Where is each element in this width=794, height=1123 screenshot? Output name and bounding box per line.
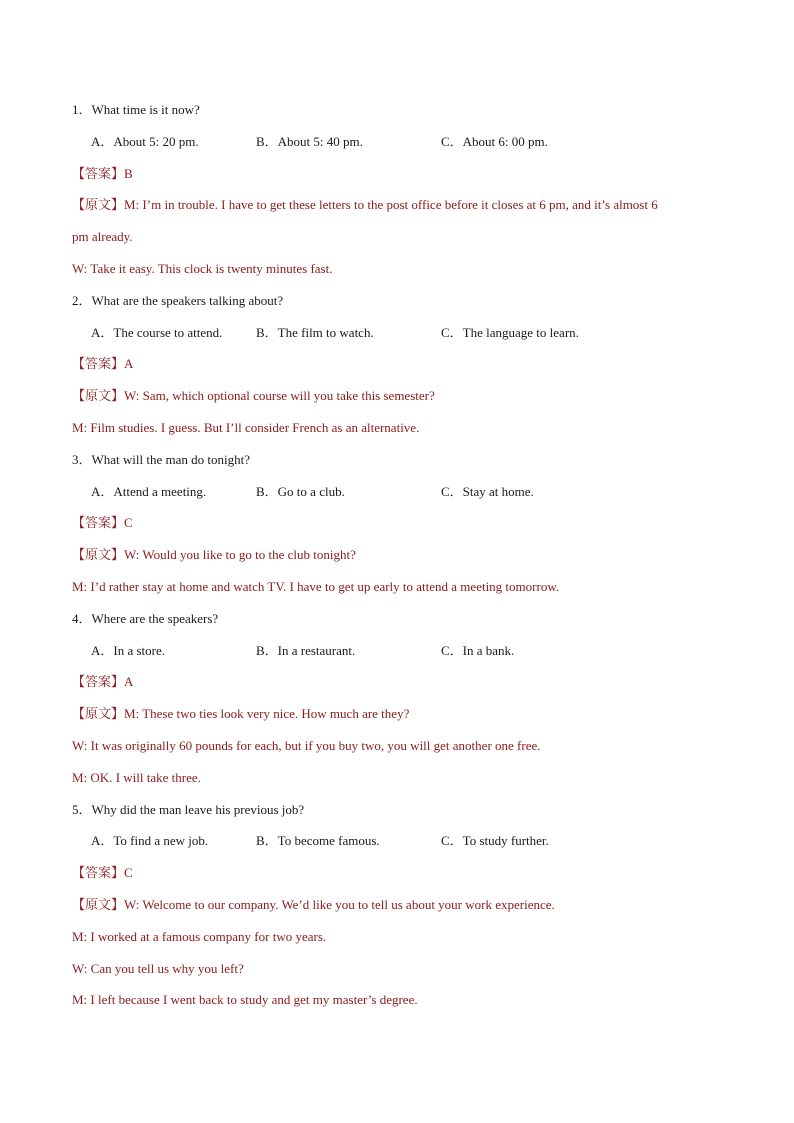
option-4-b: B．In a restaurant. [256, 642, 356, 658]
option-1-c: C．About 6: 00 pm. [441, 133, 548, 149]
transcript-text: M: These two ties look very nice. How much are they? [124, 706, 410, 722]
transcript-1-line-3: W: Take it easy. This clock is twenty minutes fast. [72, 260, 333, 276]
transcript-text: M: I’m in trouble. I have to get these letters to the post office before it closes at 6 pm, and it’s almost 6 [124, 197, 658, 213]
option-5-c: C．To study further. [441, 833, 549, 849]
question-5: 5．Why did the man leave his previous job? [72, 801, 305, 817]
transcript-tag: 【原文】 [72, 547, 125, 563]
option-1-b: B．About 5: 40 pm. [256, 133, 363, 149]
transcript-4-line-3: M: OK. I will take three. [72, 769, 201, 785]
transcript-text: W: Sam, which optional course will you take this semester? [124, 388, 435, 404]
options-3 [72, 481, 732, 513]
option-3-a: A．Attend a meeting. [91, 483, 207, 499]
option-2-c: C．The language to learn. [441, 324, 579, 340]
transcript-4-line-2: W: It was originally 60 pounds for each, but if you buy two, you will get another one free. [72, 737, 541, 753]
answer-4 [72, 671, 732, 703]
options-2 [72, 322, 732, 354]
transcript-1-line-1 [72, 194, 732, 226]
transcript-tag: 【原文】 [72, 388, 125, 404]
transcript-5-line-2: M: I worked at a famous company for two years. [72, 928, 327, 944]
option-2-a: A．The course to attend. [91, 324, 223, 340]
transcript-2-line-2: M: Film studies. I guess. But I’ll consider French as an alternative. [72, 419, 420, 435]
options-1 [72, 131, 732, 163]
answer-value: C [124, 865, 133, 881]
transcript-tag: 【原文】 [72, 197, 125, 213]
transcript-5-line-3: W: Can you tell us why you left? [72, 960, 244, 976]
options-4 [72, 640, 732, 672]
transcript-5-line-1 [72, 894, 732, 926]
transcript-3-line-1 [72, 544, 732, 576]
answer-value: B [124, 165, 133, 181]
question-2: 2．What are the speakers talking about? [72, 292, 284, 308]
question-4: 4．Where are the speakers? [72, 610, 219, 626]
answer-3 [72, 512, 732, 544]
answer-5 [72, 862, 732, 894]
transcript-2-line-1 [72, 385, 732, 417]
answer-tag: 【答案】 [72, 165, 125, 181]
option-1-a: A．About 5: 20 pm. [91, 133, 199, 149]
question-3: 3．What will the man do tonight? [72, 451, 250, 467]
transcript-text: W: Welcome to our company. We’d like you to tell us about your work experience. [124, 896, 555, 912]
answer-2 [72, 353, 732, 385]
option-4-a: A．In a store. [91, 642, 166, 658]
answer-value: A [124, 356, 134, 372]
transcript-5-line-4: M: I left because I went back to study and get my master’s degree. [72, 992, 418, 1008]
answer-value: A [124, 674, 134, 690]
answer-tag: 【答案】 [72, 674, 125, 690]
answer-1 [72, 163, 732, 195]
option-5-a: A．To find a new job. [91, 833, 209, 849]
transcript-tag: 【原文】 [72, 706, 125, 722]
transcript-text: W: Would you like to go to the club tonight? [124, 547, 356, 563]
answer-tag: 【答案】 [72, 356, 125, 372]
transcript-3-line-2: M: I’d rather stay at home and watch TV. I have to get up early to attend a meeting tomorrow. [72, 578, 560, 594]
option-5-b: B．To become famous. [256, 833, 380, 849]
option-3-b: B．Go to a club. [256, 483, 345, 499]
option-4-c: C．In a bank. [441, 642, 515, 658]
answer-tag: 【答案】 [72, 515, 125, 531]
transcript-tag: 【原文】 [72, 896, 125, 912]
answer-value: C [124, 515, 133, 531]
document-body [72, 99, 732, 1021]
option-3-c: C．Stay at home. [441, 483, 534, 499]
answer-tag: 【答案】 [72, 865, 125, 881]
options-5 [72, 830, 732, 862]
question-1: 1．What time is it now? [72, 102, 200, 117]
transcript-4-line-1 [72, 703, 732, 735]
option-2-b: B．The film to watch. [256, 324, 374, 340]
transcript-1-line-2: pm already. [72, 229, 133, 245]
